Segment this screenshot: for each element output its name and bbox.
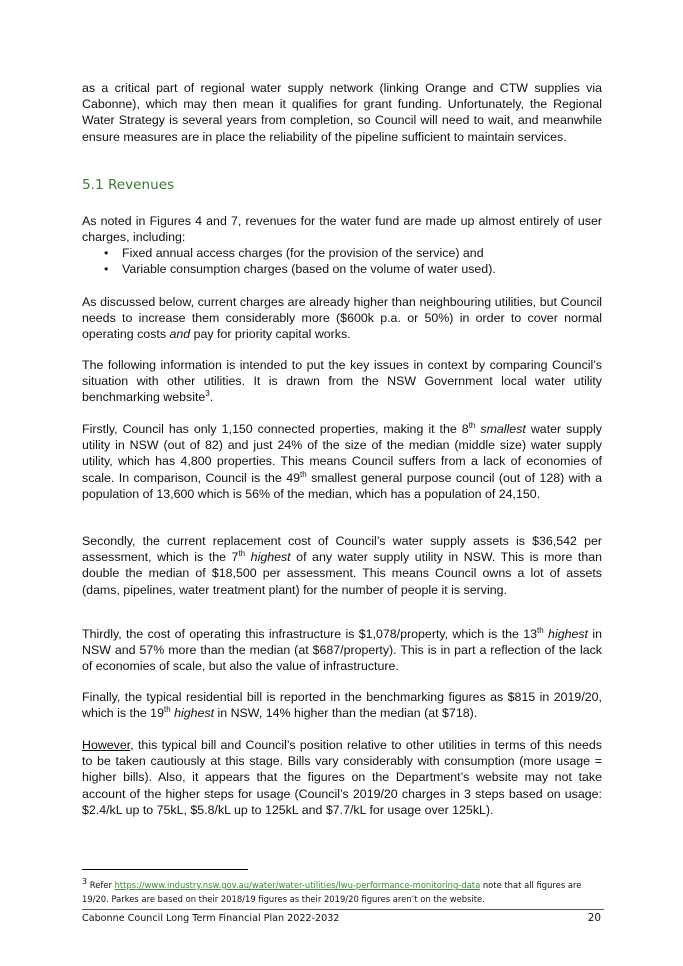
- footer-separator: [82, 909, 604, 910]
- bullet-text: Fixed annual access charges (for the provision of the service) and: [122, 246, 484, 260]
- ordinal-suffix: th: [537, 625, 544, 635]
- paragraph-replacement-cost: [82, 533, 602, 598]
- p4-text-a: Firstly, Council has only 1,150 connected properties, making it the 8: [82, 422, 469, 436]
- paragraph-caution: [82, 737, 602, 818]
- footnote-number: 3: [82, 877, 88, 887]
- p4-text-c: smallest general purpose council (out of 128) with a population of 13,600 which is 56% of the median, which has a population of 24,150.: [82, 470, 602, 501]
- p4-text-b: water supply utility in NSW (out of 82) and just 24% of the size of the median (middle size) water supply utility, which has 4,800 properties. This means Council suffers from a lack of economies of scale. In comparison, Council is the 49: [82, 422, 602, 485]
- emphasis-highest: highest: [174, 706, 215, 721]
- bullet-list: [82, 245, 602, 277]
- p1-text: As noted in Figures 4 and 7, revenues for the water fund are made up almost entirely of user charges, including:: [82, 214, 602, 245]
- footnote-reference[interactable]: 3: [205, 389, 210, 399]
- ordinal-suffix: th: [468, 420, 476, 430]
- p2-text-a: As discussed below, current charges are already higher than neighbouring utilities, but Council needs to increase them considerably more ($600k p.a. or 50%) in order to cover normal operating costs: [82, 295, 602, 342]
- footnote-separator: [82, 869, 248, 870]
- intro-paragraph: [82, 80, 602, 145]
- footnote-suffix: note that all figures are 19/20. Parkes are based on their 2018/19 figures as their 2019/20 figures aren’t on the website.: [82, 880, 582, 904]
- page-number: 20: [587, 912, 601, 924]
- emphasis-smallest: smallest: [480, 422, 526, 436]
- p2-text-b: pay for priority capital works.: [190, 327, 351, 342]
- p3-text-b: .: [209, 390, 214, 405]
- p5-text-a: Secondly, the current replacement cost of Council’s water supply assets is $36,542 per assessment, which is the 7: [82, 534, 602, 565]
- ordinal-suffix: th: [300, 469, 307, 479]
- paragraph-current-charges: [82, 294, 602, 343]
- paragraph-connected-properties: [82, 421, 602, 502]
- p6-text-b: in NSW and 57% more than the median (at $687/property). This is in part a reflection of the lack of economies of scale, but also the value of infrastructure.: [82, 627, 602, 674]
- underlined-however: However,: [82, 738, 134, 752]
- footer-title: Cabonne Council Long Term Financial Plan 2022-2032: [82, 913, 340, 924]
- p7-text-b: in NSW, 14% higher than the median (at $718).: [214, 706, 478, 721]
- p3-text-a: The following information is intended to put the key issues in context by comparing Council’s situation with other utilities. It is drawn from the NSW Government local water utility benchmarking website: [82, 358, 602, 405]
- bullet-marker: •: [104, 246, 109, 260]
- emphasis-highest: highest: [548, 627, 589, 641]
- emphasis-highest: highest: [250, 550, 291, 565]
- p7-text-a: Finally, the typical residential bill is reported in the benchmarking figures as $815 in 2019/20, which is the 19: [82, 690, 602, 721]
- footnote-prefix: Refer: [87, 880, 115, 890]
- footnote-link[interactable]: https://www.industry.nsw.gov.au/water/water-utilities/lwu-performance-monitoring-data: [114, 880, 481, 890]
- bullet-marker: •: [104, 262, 109, 277]
- p6-text-a: Thirdly, the cost of operating this infrastructure is $1,078/property, which is the 13: [82, 627, 538, 641]
- paragraph-operating-cost: [82, 626, 602, 675]
- emphasis-and: and: [169, 327, 191, 342]
- p8-text: this typical bill and Council’s position relative to other utilities in terms of this needs to be taken cautiously at this stage. Bills vary considerably with consumption (more usage = higher bills). Also, it appears that the figures on the Department’s website may not take account of the higher steps for usage (Council’s 2019/20 charges in 3 steps based on usage: $2.4/kL up to 75kL, $5.8/kL up to 125kL and $7.7/kL for usage over 125kL).: [82, 738, 602, 817]
- intro-text: as a critical part of regional water supply network (linking Orange and CTW supplies via Cabonne), which may then mean it qualifies for grant funding. Unfortunately, the Regional Water Strategy is several years from completion, so Council will need to wait, and meanwhile ensure measures are in place the reliability of the pipeline sufficient to maintain services.: [82, 81, 602, 144]
- paragraph-residential-bill: [82, 689, 602, 721]
- ordinal-suffix: th: [163, 705, 171, 715]
- ordinal-suffix: th: [238, 549, 246, 559]
- list-item: [82, 245, 602, 261]
- paragraph-revenues-intro: [82, 213, 602, 245]
- footnote: [82, 878, 604, 906]
- paragraph-benchmarking-context: [82, 357, 602, 406]
- list-item: [82, 261, 602, 277]
- bullet-text: Variable consumption charges (based on the volume of water used).: [122, 262, 496, 277]
- section-heading: 5.1 Revenues: [82, 177, 175, 193]
- p5-text-b: of any water supply utility in NSW. This is more than double the median of $18,500 per assessment. This means Council owns a lot of assets (dams, pipelines, water treatment plant) for the number of people it is serving.: [82, 550, 602, 597]
